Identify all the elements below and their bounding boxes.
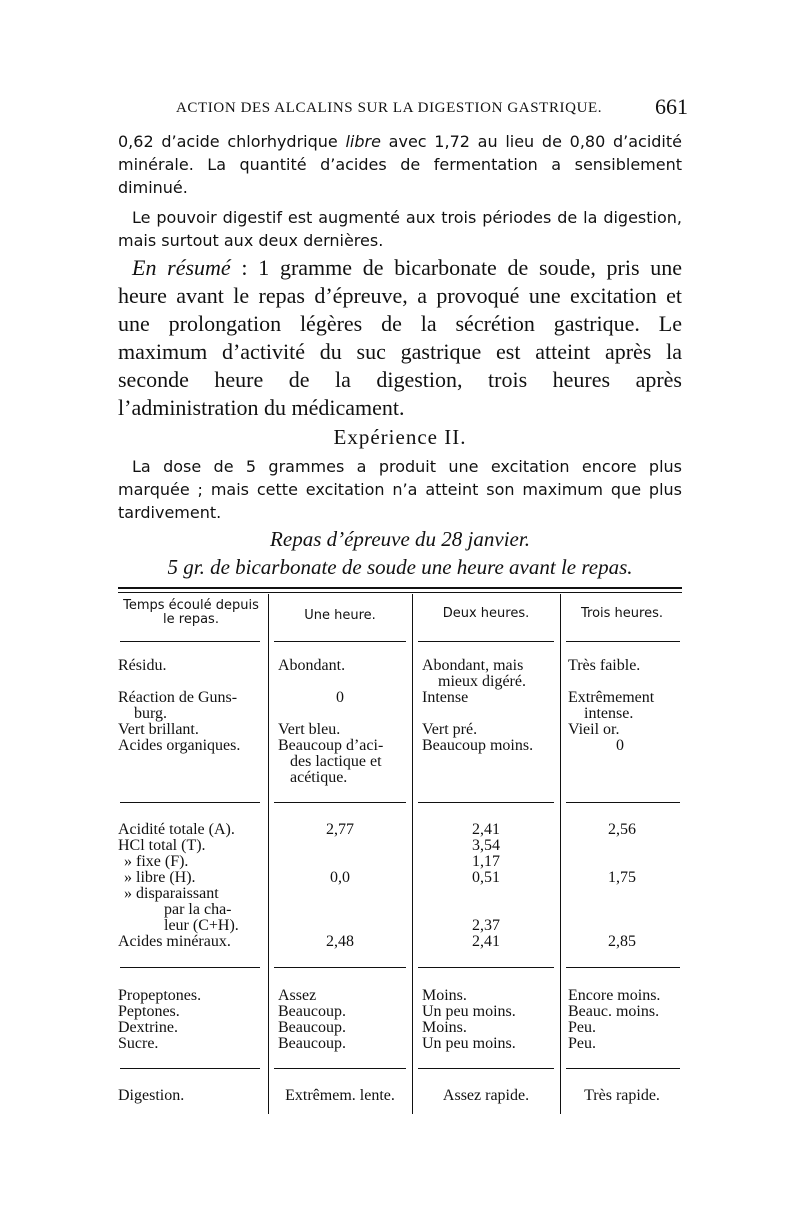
- label-disparaissant: » disparaissant: [124, 885, 219, 902]
- separator: [566, 1068, 680, 1069]
- cell-1h-propeptones: Assez: [278, 987, 317, 1004]
- cell-2h-fixe: 1,17: [472, 853, 500, 870]
- running-title: ACTION DES ALCALINS SUR LA DIGESTION GASTRIQUE.: [176, 100, 603, 116]
- cell-3h-reaction-2: intense.: [584, 705, 634, 722]
- header-one-hour: Une heure.: [304, 608, 376, 623]
- column-divider-1: [268, 594, 269, 1114]
- cell-3h-acidite: 2,56: [608, 821, 636, 838]
- separator: [274, 967, 406, 968]
- cell-3h-mineraux: 2,85: [608, 933, 636, 950]
- cell-2h-residu-2: mieux digéré.: [438, 673, 526, 690]
- label-reaction-cont: burg.: [134, 705, 168, 722]
- table-caption: Repas d’épreuve du 28 janvier.: [270, 527, 530, 551]
- cell-3h-residu: Très faible.: [568, 657, 641, 674]
- cell-2h-dextrine: Moins.: [422, 1019, 467, 1036]
- label-acides-organiques: Acides organiques.: [118, 737, 241, 754]
- table-top-rule: [118, 587, 682, 589]
- paragraph-acid-results: [118, 130, 682, 199]
- cell-3h-vert: Vieil or.: [568, 721, 620, 738]
- separator: [120, 641, 260, 642]
- para1-text-a: 0,62 d’acide chlorhydrique: [118, 132, 346, 151]
- cell-1h-vert: Vert bleu.: [278, 721, 341, 738]
- section-title: Expérience II.: [333, 425, 467, 449]
- separator: [566, 967, 680, 968]
- cell-1h-peptones: Beaucoup.: [278, 1003, 346, 1020]
- cell-2h-digestion: Assez rapide.: [442, 1087, 530, 1104]
- paragraph-digestive-power: Le pouvoir digestif est augmenté aux trois périodes de la digestion, mais surtout aux deux dernières.: [118, 208, 682, 250]
- separator: [120, 967, 260, 968]
- label-acides-mineraux: Acides minéraux.: [118, 933, 231, 950]
- cell-2h-sucre: Un peu moins.: [422, 1035, 516, 1052]
- cell-2h-vert: Vert pré.: [422, 721, 478, 738]
- cell-1h-dextrine: Beaucoup.: [278, 1019, 346, 1036]
- paragraph-dose: La dose de 5 grammes a produit une excitation encore plus marquée ; mais cette excitation n’a atteint son maximum que plus tardivement.: [118, 457, 682, 522]
- cell-3h-acides: 0: [616, 737, 624, 754]
- cell-1h-mineraux: 2,48: [326, 933, 354, 950]
- label-sucre: Sucre.: [118, 1035, 159, 1052]
- cell-3h-propeptones: Encore moins.: [568, 987, 661, 1004]
- cell-2h-hcl: 3,54: [472, 837, 500, 854]
- cell-2h-acides: Beaucoup moins.: [422, 737, 534, 754]
- separator: [418, 1068, 554, 1069]
- header-two-hours: Deux heures.: [442, 606, 530, 621]
- separator: [120, 802, 260, 803]
- table-top-rule-thin: [118, 592, 682, 593]
- table-subcaption: 5 gr. de bicarbonate de soude une heure avant le repas.: [167, 555, 633, 579]
- cell-3h-digestion: Très rapide.: [584, 1087, 660, 1104]
- cell-1h-digestion: Extrêmem. lente.: [285, 1087, 395, 1104]
- label-digestion: Digestion.: [118, 1087, 185, 1104]
- column-divider-2: [412, 594, 413, 1114]
- cell-3h-dextrine: Peu.: [568, 1019, 596, 1036]
- cell-1h-acides-3: acétique.: [290, 769, 348, 786]
- label-libre: » libre (H).: [124, 869, 196, 886]
- cell-2h-residu: Abondant, mais: [422, 657, 524, 674]
- cell-3h-sucre: Peu.: [568, 1035, 596, 1052]
- separator: [418, 641, 554, 642]
- cell-3h-libre: 1,75: [608, 869, 636, 886]
- label-propeptones: Propeptones.: [118, 987, 202, 1004]
- separator: [120, 1068, 260, 1069]
- separator: [274, 1068, 406, 1069]
- page-number: 661: [655, 94, 688, 119]
- separator: [418, 802, 554, 803]
- separator: [418, 967, 554, 968]
- cell-1h-reaction: 0: [336, 689, 344, 706]
- header-time-line2: le repas.: [163, 612, 219, 627]
- label-hcl-total: HCl total (T).: [118, 837, 206, 854]
- cell-1h-acides: Beaucoup d’aci-: [278, 737, 384, 754]
- cell-3h-peptones: Beauc. moins.: [568, 1003, 660, 1020]
- label-disparaissant-2: par la cha-: [164, 901, 232, 918]
- summary-italic-lead: En résumé: [132, 255, 231, 280]
- cell-2h-reaction: Intense: [422, 689, 469, 706]
- summary-text: : 1 gramme de bicarbonate de soude, pris une heure avant le repas d’épreuve, a provoqué une excitation et une prolongation légères de la sécrétion gastrique. Le maximum d’activité du suc gastrique est atteint après la seconde heure de la digestion, trois heures après l’administration du médicament.: [118, 255, 683, 420]
- header-three-hours: Trois heures.: [581, 606, 663, 621]
- paragraph-summary: [118, 254, 682, 422]
- label-peptones: Peptones.: [118, 1003, 180, 1020]
- label-reaction: Réaction de Guns-: [118, 689, 238, 706]
- cell-1h-libre: 0,0: [330, 869, 350, 886]
- cell-1h-acidite: 2,77: [326, 821, 354, 838]
- para1-italic: libre: [345, 132, 381, 151]
- cell-2h-acidite: 2,41: [472, 821, 500, 838]
- cell-1h-acides-2: des lactique et: [290, 753, 382, 770]
- para1-text-b: avec 1,72 au lieu de 0,80 d’acidité minérale. La quantité d’acides de fermentation a sensiblement diminué.: [118, 132, 682, 197]
- cell-2h-propeptones: Moins.: [422, 987, 467, 1004]
- cell-2h-peptones: Un peu moins.: [422, 1003, 516, 1020]
- label-fixe: » fixe (F).: [124, 853, 189, 870]
- column-divider-3: [560, 594, 561, 1114]
- label-disparaissant-3: leur (C+H).: [164, 917, 239, 934]
- cell-1h-residu: Abondant.: [278, 657, 346, 674]
- separator: [274, 641, 406, 642]
- cell-2h-mineraux: 2,41: [472, 933, 500, 950]
- cell-2h-disparaissant: 2,37: [472, 917, 500, 934]
- label-residu: Résidu.: [118, 657, 167, 674]
- cell-1h-sucre: Beaucoup.: [278, 1035, 346, 1052]
- separator: [566, 641, 680, 642]
- label-acidite-totale: Acidité totale (A).: [118, 821, 235, 838]
- separator: [566, 802, 680, 803]
- header-time-line1: Temps écoulé depuis: [123, 598, 259, 613]
- cell-3h-reaction: Extrêmement: [568, 689, 655, 706]
- cell-2h-libre: 0,51: [472, 869, 500, 886]
- page-header: [176, 96, 688, 124]
- separator: [274, 802, 406, 803]
- label-vert-brillant: Vert brillant.: [118, 721, 199, 738]
- label-dextrine: Dextrine.: [118, 1019, 178, 1036]
